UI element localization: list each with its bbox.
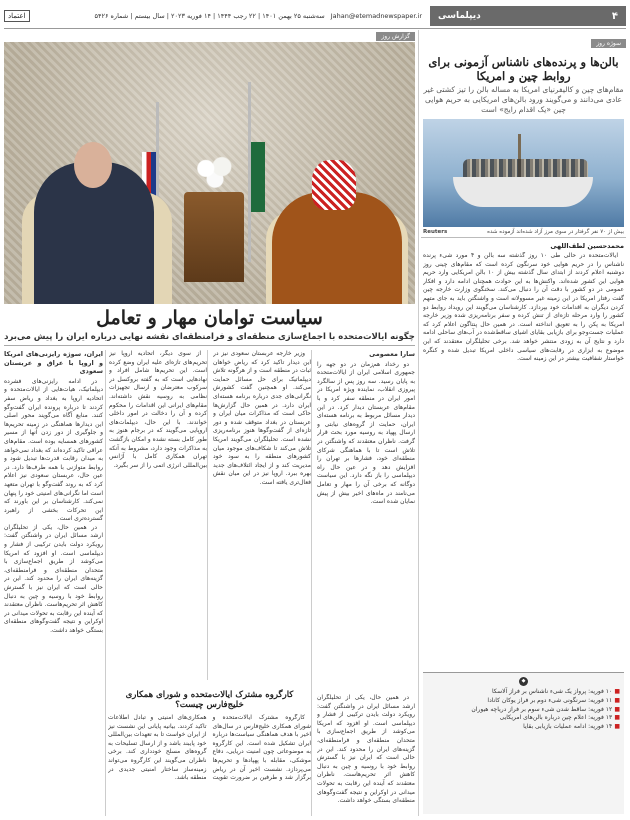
flower-vase <box>192 154 238 190</box>
right-column <box>421 30 626 816</box>
main-author: سارا معصومی <box>369 350 415 358</box>
sidebar-column: ایران، سوژه رایزنی‌های امریکا و اروپا با عراق و عربستان سعودی در ادامه رایزنی‌های فشرده دیپلماتیک، هیات‌هایی از ایالات‌متحده و اتحادیه اروپا به بغداد و ریاض سفر کردند تا درباره پرونده ایران گفت‌وگو کنند. منابع آگاه می‌گویند محور اصلی این دیدارها هماهنگی در زمینه تحریم‌ها و جلوگیری از دور زدن آنها از مسیر کشورهای همسایه بوده است. مقام‌های عراقی تاکید کرده‌اند که بغداد نمی‌خواهد به میدان رقابت قدرت‌ها تبدیل شود و روابط متوازنی با همه طرف‌ها دارد. در عین حال، عربستان سعودی نیز اعلام کرد که به روند گفت‌وگو با تهران متعهد است اما نگرانی‌های امنیتی خود را پنهان نمی‌کند. کارشناسان بر این باورند که این تحرکات بخشی از راهبرد گسترده‌تری است. در همین حال، یکی از تحلیلگران ارشد مسائل ایران در واشنگتن گفت: رویکرد دولت بایدن ترکیبی از فشار و دیپلماسی است. او افزود که امریکا می‌کوشد از طریق اجماع‌سازی با متحدان منطقه‌ای و فرامنطقه‌ای، گزینه‌های ایران را محدود کند. این در حالی است که ایران نیز با گسترش روابط خود با روسیه و چین به دنبال کاهش اثر تحریم‌هاست. ناظران معتقدند که آینده این رقابت به تحولات میدانی در اوکراین و نتیجه گفت‌وگوهای منطقه‌ای بستگی خواهد داشت. <box>4 350 103 634</box>
page-header <box>4 6 626 26</box>
body-column-1: سارا معصومی دو رخداد هم‌زمان در دو جهه را جمهوری اسلامی ایران از ایالات‌متحده به پایان رسید. سه روز پس از سالگرد پیروزی انقلاب، نماینده ویژه امریکا در امور ایران در منطقه سفر کرد و با مقام‌های عربستان دیدار کرد. در این دیدار مسائل مربوط به برنامه هسته‌ای ایران، حمایت از گروه‌های نیابتی و ارسال پهپاد به روسیه مورد بحث قرار گرفت. ناظران معتقدند که واشنگتن در تلاش است تا با هماهنگی شرکای منطقه‌ای خود، فشارها بر تهران را افزایش دهد و در عین حال راه دیپلماسی را باز نگه دارد. این سیاست دوگانه که برخی آن را مهار و تعامل می‌نامند در ماه‌های اخیر بیش از پیش نمایان شده است. <box>317 350 415 506</box>
caption-text: بیش از ۷۰ نفر گرفتار در سوی مرز آزاد شده‌اند آزموده شده <box>487 229 624 235</box>
side-byline: محمدحسین لطف‌اللهی <box>550 242 624 250</box>
side-body-text: ایالات‌متحده در حالی طی ۱۰ روز گذشته سه بالن و ۴ مورد شیء پرنده ناشناس را در حریم هوایی خود سرنگون کرده است که مقام‌های چینی روز دوشنبه اعلام کردند از ابتدای سال گذشته بیش از ۱۰ بالن امریکایی وارد حریم هوایی این کشور شده‌اند. واکنش‌ها به این حوادث همچنان ادامه دارد و افکار عمومی در دو کشور با دقت آن را دنبال می‌کند. سخنگوی وزارت خارجه چین گفت رفتار امریکا در این زمینه غیر مسوولانه است و واشنگتن باید به جای متهم کردن دیگران به اقدامات خود بپردازد. کارشناسان می‌گویند این رویداد روابط دو کشور را وارد مرحله تازه‌ای از تنش کرده و سفر برنامه‌ریزی شده وزیر خارجه امریکا به پکن را به تعویق انداخته است. در همین حال پنتاگون اعلام کرد که عملیات جست‌وجو برای بازیابی بقایای اشیای ساقط‌شده در آب‌های ساحلی ادامه دارد و نتایج آن به زودی منتشر خواهد شد. برخی تحلیلگران معتقدند که این موضوع به ابزاری در رقابت‌های سیاسی داخلی امریکا تبدیل شده و کنگره خواستار شفافیت بیشتر در این زمینه است. <box>423 252 624 363</box>
section-title: دیپلماسی <box>438 11 481 21</box>
dateline: سه‌شنبه ۲۵ بهمن ۱۴۰۱ | ۲۲ رجب ۱۴۴۴ | ۱۴ فوریه ۲۰۲۳ | سال بیستم | شماره ۵۴۲۶ <box>94 12 325 20</box>
box-body: کارگروه مشترک ایالات‌متحده و شورای همکاری خلیج‌فارس در سال‌های اخیر با هدف هماهنگی سیاست‌ها درباره ایران تشکیل شده است. این کارگروه به موضوعاتی چون امنیت دریایی، دفاع موشکی، مقابله با پهپادها و تحریم‌ها می‌پردازد. نشست اخیر آن در ریاض برگزار شد و طرفین بر ضرورت تقویت همکاری‌های امنیتی و تبادل اطلاعات تاکید کردند. بیانیه پایانی این نشست نیز از ایران خواست تا به تعهدات بین‌المللی خود پایبند باشد و از ارسال تسلیحات به گروه‌های مسلح خودداری کند. برخی ناظران می‌گویند این کارگروه می‌تواند زمینه‌ساز ساختار امنیتی جدیدی در منطقه باشد. <box>108 714 311 782</box>
logo-area <box>4 10 44 22</box>
balloon-photo <box>423 119 624 227</box>
photo-caption <box>421 227 626 238</box>
side-headline: بالن‌ها و پرنده‌های ناشناس آزمونی برای روابط چین و امریکا <box>428 55 619 83</box>
box-title: کارگروه مشترک ایالات‌متحده و شورای همکاری خلیج‌فارس چیست؟ <box>125 690 294 710</box>
newspaper-logo: اعتماد <box>4 10 30 22</box>
main-headline: سیاست توامان مهار و تعامل <box>96 307 323 329</box>
timeline-item: ■ ۱۰ فوریه: پرواز یک شیء ناشناس بر فراز آلاسکا <box>491 688 620 695</box>
column-divider <box>418 30 419 816</box>
body-column-2: وزیر خارجه عربستان سعودی نیز در این دیدار تاکید کرد که ریاض خواهان ثبات در منطقه است و از هرگونه تلاش دیپلماتیک برای حل مسائل حمایت می‌کند. او همچنین گفت کشورش نگرانی‌های جدی درباره برنامه هسته‌ای ایران دارد. در همین حال گزارش‌ها حاکی است که مذاکرات میان ایران و عربستان در بغداد متوقف شده و دور تازه‌ای از گفت‌وگوها هنوز برنامه‌ریزی نشده است. تحلیلگران می‌گویند امریکا تلاش می‌کند تا شکاف‌های موجود میان کشورهای منطقه را به سود خود مدیریت کند و از ایجاد ائتلاف‌های جدید بهره ببرد. اروپا نیز در این میان نقش فعال‌تری یافته است. <box>213 350 311 486</box>
section-banner <box>430 6 626 26</box>
timeline-box <box>423 672 624 814</box>
side-subhead: مقام‌های چین و کالیفرنیای امریکا به مساله بالن را تیز کشتی غیر عادی می‌دانند و می‌گویند ورود بالن‌های امریکایی به حریم هوایی چین «یک اقدام رایج» است <box>423 85 624 114</box>
section-tag: سوژه روز <box>591 39 626 48</box>
meeting-photo <box>4 42 415 304</box>
timeline-item: ■ ۱۴ فوریه: ادامه عملیات بازیابی بقایا <box>523 723 620 731</box>
body-column-1-cont: در همین حال، یکی از تحلیلگران ارشد مسائل ایران در واشنگتن گفت: رویکرد دولت بایدن ترکیبی از فشار و دیپلماسی است. او افزود که امریکا می‌کوشد از طریق اجماع‌سازی با متحدان منطقه‌ای و فرامنطقه‌ای، گزینه‌های ایران را محدود کند. این در حالی است که ایران نیز با گسترش روابط خود با روسیه و چین به دنبال کاهش اثر تحریم‌هاست. ناظران معتقدند که آینده این رقابت به تحولات میدانی در اوکراین و نتیجه گفت‌وگوهای منطقه‌ای بستگی خواهد داشت. <box>317 694 415 805</box>
page-number: ۴ <box>611 10 618 22</box>
side-table <box>184 192 244 282</box>
sidebar-title: ایران، سوژه رایزنی‌های امریکا و اروپا با عراق و عربستان سعودی <box>4 350 103 376</box>
deck-rule <box>4 345 415 346</box>
photo-boat <box>453 177 593 207</box>
timeline-item: ■ ۱۳ فوریه: اعلام چین درباره بالن‌های امریکایی <box>499 714 620 722</box>
body-column-3: از سوی دیگر، اتحادیه اروپا نیز تحریم‌های تازه‌ای علیه ایران وضع کرده است. این تحریم‌ها شامل افراد و نهادهایی است که به گفته بروکسل در سرکوب معترضان و ارسال تجهیزات نظامی به روسیه نقش داشته‌اند. مقام‌های ایرانی این اقدامات را محکوم کرده و آن را دخالت در امور داخلی خواندند. با این حال، دیپلمات‌های اروپایی می‌گویند که در برجام هنوز به طور کامل بسته نشده و امکان بازگشت به مذاکرات وجود دارد، مشروط به آنکه تهران همکاری کامل با آژانس بین‌المللی انرژی اتمی را از سر بگیرد. <box>109 350 207 469</box>
main-tag: گزارش روز <box>376 32 415 41</box>
photo-credit: Reuters <box>423 229 448 235</box>
timeline-item: ■ ۱۱ فوریه: سرنگونی شیء دوم بر فراز یوکان کانادا <box>487 696 620 704</box>
header-rule <box>4 28 626 29</box>
main-story <box>4 30 415 816</box>
timeline-item: ■ ۱۲ فوریه: ساقط شدن شیء سوم بر فراز دریاچه هیوران <box>471 705 620 713</box>
section-email: Jahan@etemadnewspaper.ir <box>330 12 422 20</box>
saudi-flag <box>251 142 265 212</box>
timeline-marker: ◆ <box>427 677 620 686</box>
main-deck: چگونه ایالات‌متحده با اجماع‌سازی منطقه‌ای و فرامنطقه‌ای نقشه نهایی درباره ایران را پیش می‌برد <box>4 332 415 342</box>
